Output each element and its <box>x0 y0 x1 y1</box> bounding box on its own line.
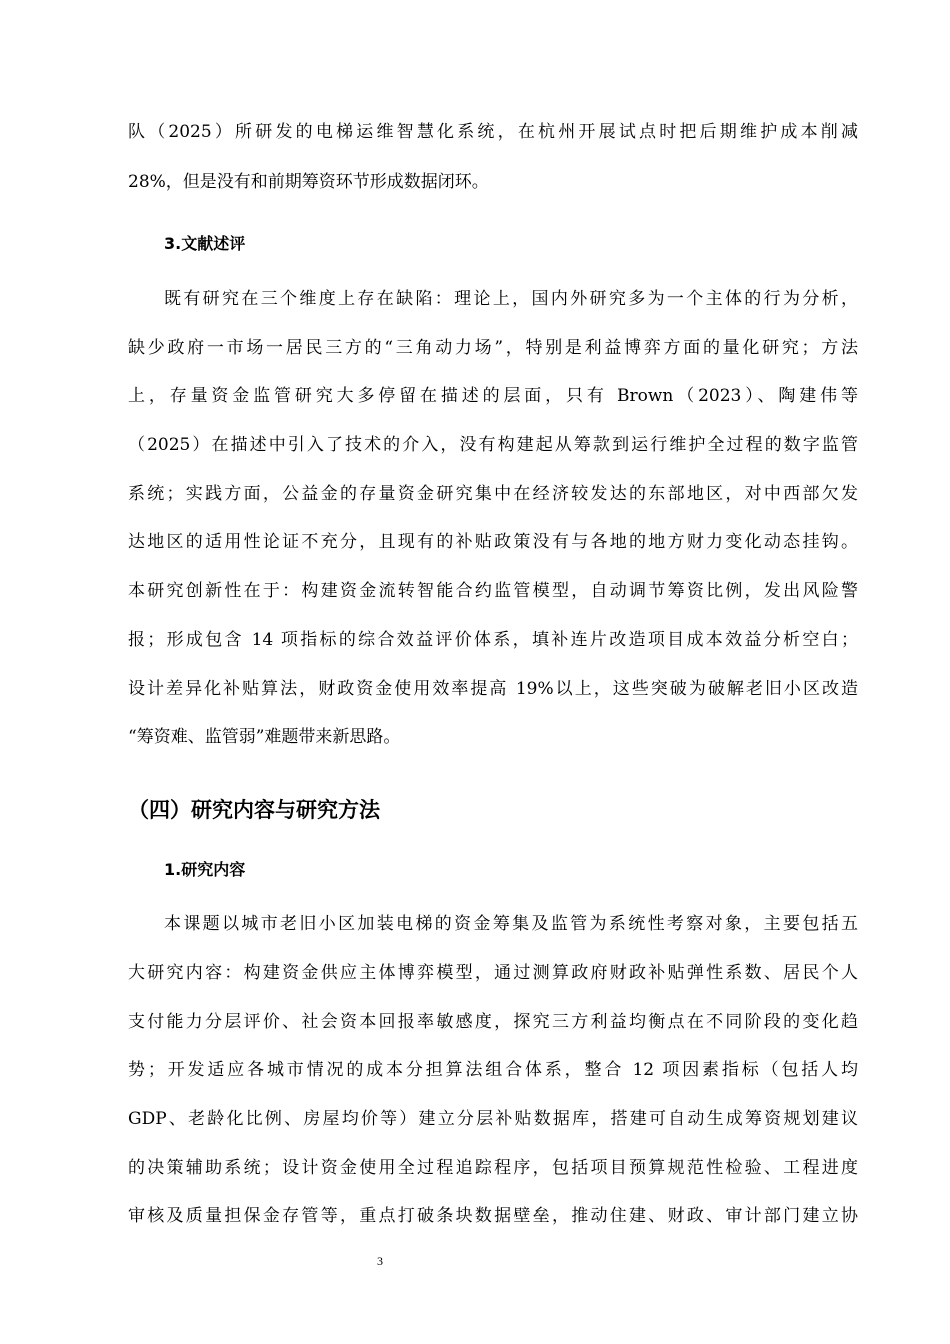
text-line: 达地区的适用性论证不充分，且现有的补贴政策没有与各地的地方财力变化动态挂钩。 <box>128 532 858 552</box>
text-line: 本课题以城市老旧小区加装电梯的资金筹集及监管为系统性考察对象，主要包括五 <box>164 914 858 934</box>
text-line: （2025）在描述中引入了技术的介入，没有构建起从筹款到运行维护全过程的数字监管 <box>128 435 858 455</box>
text-line: 审核及质量担保金存管等，重点打破条块数据壁垒，推动住建、财政、审计部门建立协 <box>128 1206 858 1226</box>
text-line: 的决策辅助系统；设计资金使用全过程追踪程序，包括项目预算规范性检验、工程进度 <box>128 1158 858 1178</box>
text-line: 设计差异化补贴算法，财政资金使用效率提高 19%以上，这些突破为破解老旧小区改造 <box>128 679 858 699</box>
text-line: 既有研究在三个维度上存在缺陷：理论上，国内外研究多为一个主体的行为分析， <box>164 289 858 309</box>
text-line: 本研究创新性在于：构建资金流转智能合约监管模型，自动调节筹资比例，发出风险警 <box>128 581 858 601</box>
text-line: 支付能力分层评价、社会资本回报率敏感度，探究三方利益均衡点在不同阶段的变化趋 <box>128 1012 858 1032</box>
section-four-heading: （四）研究内容与研究方法 <box>128 798 380 822</box>
section-3-heading: 3.文献述评 <box>164 234 246 253</box>
text-line: GDP、老龄化比例、房屋均价等）建立分层补贴数据库，搭建可自动生成筹资规划建议 <box>128 1109 858 1129</box>
text-line: 28%，但是没有和前期筹资环节形成数据闭环。 <box>128 172 489 192</box>
text-line: 报；形成包含 14 项指标的综合效益评价体系，填补连片改造项目成本效益分析空白； <box>128 630 858 650</box>
text-line: 上，存量资金监管研究大多停留在描述的层面，只有 Brown（2023）、陶建伟等 <box>128 386 858 406</box>
text-line: 队（2025）所研发的电梯运维智慧化系统，在杭州开展试点时把后期维护成本削减 <box>128 122 858 142</box>
text-line: 缺少政府一市场一居民三方的“三角动力场”，特别是利益博弈方面的量化研究；方法 <box>128 338 858 358</box>
text-line: 势；开发适应各城市情况的成本分担算法组合体系，整合 12 项因素指标（包括人均 <box>128 1060 858 1080</box>
subsection-1-heading: 1.研究内容 <box>164 860 246 879</box>
text-line: “筹资难、监管弱”难题带来新思路。 <box>128 727 401 747</box>
text-line: 系统；实践方面，公益金的存量资金研究集中在经济较发达的东部地区，对中西部欠发 <box>128 484 858 504</box>
text-line: 大研究内容：构建资金供应主体博弈模型，通过测算政府财政补贴弹性系数、居民个人 <box>128 963 858 983</box>
page-number: 3 <box>377 1254 383 1268</box>
